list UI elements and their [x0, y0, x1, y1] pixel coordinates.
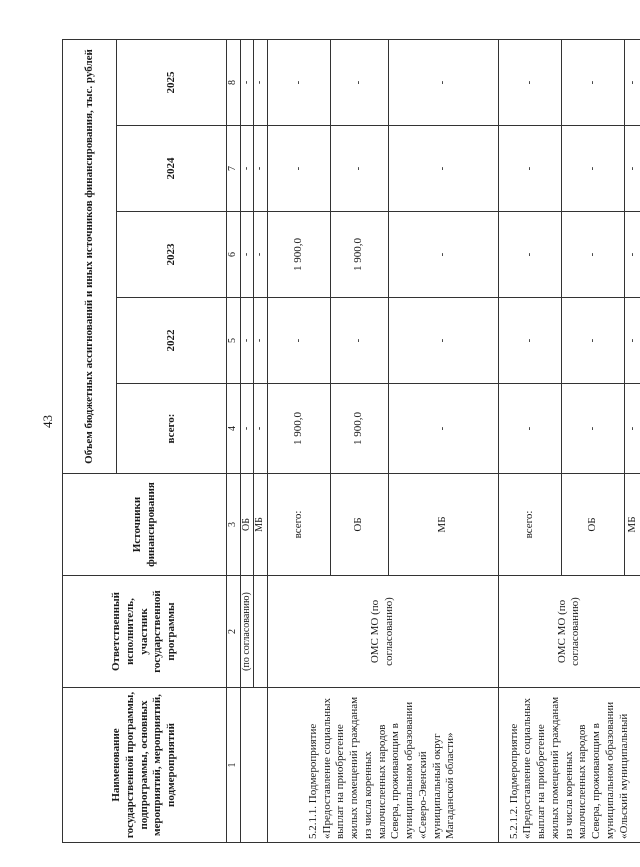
value-2024: - — [498, 126, 561, 212]
document-table-rotated — [62, 40, 638, 843]
header-2024: 2024 — [117, 126, 227, 212]
col-number: 2 — [227, 576, 241, 688]
value-2023: - — [561, 212, 624, 298]
value-2022: - — [267, 298, 330, 384]
carry-2022: - — [240, 298, 254, 384]
col-number: 6 — [227, 212, 241, 298]
value-2024: - — [330, 126, 388, 212]
value-2023: - — [388, 212, 498, 298]
financing-table — [62, 39, 640, 843]
carry-2024: - — [254, 126, 268, 212]
value-total: - — [388, 384, 498, 474]
col-number: 4 — [227, 384, 241, 474]
table-row — [267, 39, 330, 842]
header-2023: 2023 — [117, 212, 227, 298]
source-cell: всего: — [498, 474, 561, 576]
col-number: 7 — [227, 126, 241, 212]
table-row — [498, 39, 561, 842]
carry-executor: (по согласованию) — [240, 576, 254, 688]
carry-2022: - — [254, 298, 268, 384]
source-cell: МБ — [624, 474, 640, 576]
value-2025: - — [330, 39, 388, 125]
header-volume: Объем бюджетных ассигнований и иных источников финансирования, тыс. рублей — [63, 39, 117, 473]
value-total: - — [498, 384, 561, 474]
value-2022: - — [624, 298, 640, 384]
value-2025: - — [561, 39, 624, 125]
measure-name-5-2-1-2: 5.2.1.2. Подмероприятие «Предоставление социальных выплат на приобретение жилых помещений гражданам из числа коренных малочисленных народов Севера, проживающим в муниципальном образовании «Ольский муниципальный — [498, 688, 640, 843]
value-2025: - — [498, 39, 561, 125]
value-2025: - — [624, 39, 640, 125]
value-2024: - — [267, 126, 330, 212]
value-total: - — [624, 384, 640, 474]
value-2022: - — [330, 298, 388, 384]
carry-source: ОБ — [240, 474, 254, 576]
header-name: Наименование государственной программы, подпрограммы, основных мероприятий, мероприятий, подмероприятий — [63, 688, 227, 843]
carry-total: - — [254, 384, 268, 474]
header-executor: Ответственный исполнитель, участник государственной программы — [63, 576, 227, 688]
value-total: 1 900,0 — [267, 384, 330, 474]
header-2025: 2025 — [117, 39, 227, 125]
value-2025: - — [388, 39, 498, 125]
value-2023: - — [624, 212, 640, 298]
value-total: - — [561, 384, 624, 474]
value-2022: - — [561, 298, 624, 384]
value-2024: - — [561, 126, 624, 212]
carry-row — [240, 39, 254, 842]
carry-2024: - — [240, 126, 254, 212]
value-2022: - — [498, 298, 561, 384]
measure-name-5-2-1-1: 5.2.1.1. Подмероприятие «Предоставление социальных выплат на приобретение жилых помещений гражданам из числа коренных малочисленных народов Севера, проживающим в муниципальном образовании «Северо-Эвенский муниципальный округ Магаданской области» — [267, 688, 498, 843]
carry-2023: - — [240, 212, 254, 298]
value-2024: - — [624, 126, 640, 212]
page-number: 43 — [40, 415, 55, 428]
source-cell: всего: — [267, 474, 330, 576]
value-2023: 1 900,0 — [330, 212, 388, 298]
value-2023: 1 900,0 — [267, 212, 330, 298]
carry-name-cell — [240, 688, 267, 843]
source-cell: ОБ — [561, 474, 624, 576]
value-2025: - — [267, 39, 330, 125]
col-number: 3 — [227, 474, 241, 576]
carry-2025: - — [240, 39, 254, 125]
header-2022: 2022 — [117, 298, 227, 384]
value-2024: - — [388, 126, 498, 212]
carry-2023: - — [254, 212, 268, 298]
header-total: всего: — [117, 384, 227, 474]
value-2023: - — [498, 212, 561, 298]
carry-total: - — [240, 384, 254, 474]
carry-2025: - — [254, 39, 268, 125]
measure-executor: ОМС МО (по согласованию) — [267, 576, 498, 688]
carry-source: МБ — [254, 474, 268, 576]
col-number: 8 — [227, 39, 241, 125]
value-total: 1 900,0 — [330, 384, 388, 474]
source-cell: ОБ — [330, 474, 388, 576]
col-number: 5 — [227, 298, 241, 384]
measure-executor: ОМС МО (по согласованию) — [498, 576, 640, 688]
header-source: Источники финансирования — [63, 474, 227, 576]
value-2022: - — [388, 298, 498, 384]
col-number: 1 — [227, 688, 241, 843]
carry-executor — [254, 576, 268, 688]
column-number-row — [227, 39, 241, 842]
source-cell: МБ — [388, 474, 498, 576]
